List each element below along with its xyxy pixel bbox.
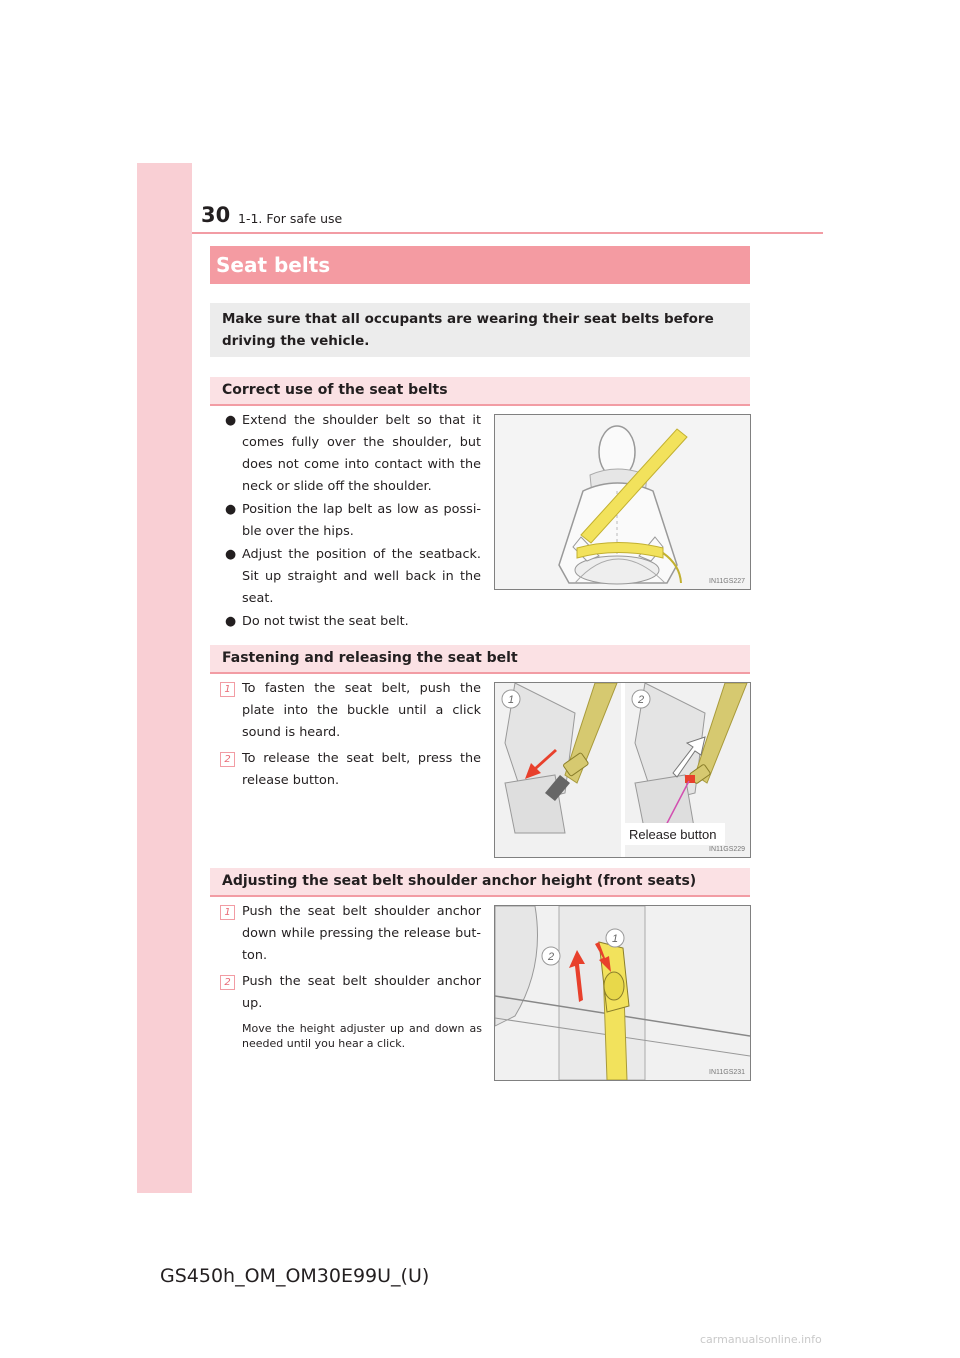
bullet-item bbox=[225, 410, 481, 498]
page-number: 30 bbox=[201, 203, 231, 227]
intro-box bbox=[210, 303, 750, 357]
figure-code: IN11GS227 bbox=[709, 578, 746, 585]
figure-label: 2 bbox=[547, 951, 555, 963]
bullet-dot: ● bbox=[225, 614, 237, 629]
bullet-item bbox=[225, 499, 481, 543]
bullet-dot: ● bbox=[225, 413, 237, 428]
step-text: To release the seat belt, press the release button. bbox=[242, 751, 481, 788]
step-note: Move the height adjuster up and down as needed until you hear a click. bbox=[242, 1022, 482, 1050]
section-heading-text: Fastening and releasing the seat belt bbox=[222, 650, 518, 666]
section-heading-correct-use bbox=[210, 377, 750, 406]
bullet-text: Extend the shoulder belt so that it comes fully over the shoulder, but does not come into contact with the neck or slide off the shoulder. bbox=[242, 413, 481, 494]
step-number-badge: 2 bbox=[220, 752, 235, 767]
step-number-badge: 1 bbox=[220, 905, 235, 920]
step-item bbox=[216, 971, 481, 1015]
section-heading-fasten bbox=[210, 645, 750, 674]
document-code-footer: GS450h_OM_OM30E99U_(U) bbox=[160, 1265, 430, 1287]
bullet-dot: ● bbox=[225, 502, 237, 517]
bullet-item bbox=[225, 611, 481, 633]
figure-label: 1 bbox=[507, 694, 515, 706]
bullet-item bbox=[225, 544, 481, 610]
section-heading-text: Adjusting the seat belt shoulder anchor height (front seats) bbox=[222, 873, 697, 889]
watermark: carmanualsonline.info bbox=[700, 1333, 822, 1346]
page-side-tab bbox=[137, 163, 192, 1193]
figure-anchor-height bbox=[494, 905, 751, 1081]
step-number-badge: 1 bbox=[220, 682, 235, 697]
section-heading-text: Correct use of the seat belts bbox=[222, 382, 448, 398]
figure-label: 2 bbox=[637, 694, 645, 706]
step-text: Push the seat belt shoulder anchor up. bbox=[242, 974, 481, 1011]
release-button-callout: Release button bbox=[629, 827, 717, 842]
figure-code: IN11GS229 bbox=[709, 846, 746, 853]
figure-correct-use bbox=[494, 414, 751, 590]
section-heading-anchor-height bbox=[210, 868, 750, 897]
figure-code: IN11GS231 bbox=[709, 1069, 746, 1076]
bullet-text: Do not twist the seat belt. bbox=[242, 614, 409, 629]
step-item bbox=[216, 748, 481, 792]
step-item bbox=[216, 678, 481, 744]
step-item bbox=[216, 901, 481, 967]
bullet-text: Position the lap belt as low as possi-ble over the hips. bbox=[242, 502, 481, 539]
bullet-text: Adjust the position of the seatback. Sit up straight and well back in the seat. bbox=[242, 547, 481, 606]
step-text: To fasten the seat belt, push the plate into the buckle until a click sound is heard. bbox=[242, 681, 481, 740]
intro-text: Make sure that all occupants are wearing their seat belts before driving the vehicle. bbox=[222, 311, 714, 349]
bullet-dot: ● bbox=[225, 547, 237, 562]
figure-label: 1 bbox=[611, 933, 619, 945]
section-label: 1-1. For safe use bbox=[238, 211, 343, 226]
header-rule bbox=[192, 232, 823, 234]
figure-fasten-release bbox=[494, 682, 751, 858]
title-bar bbox=[210, 246, 750, 284]
step-text: Push the seat belt shoulder anchor down while pressing the release but-ton. bbox=[242, 904, 481, 963]
step-number-badge: 2 bbox=[220, 975, 235, 990]
page-title: Seat belts bbox=[216, 253, 331, 277]
